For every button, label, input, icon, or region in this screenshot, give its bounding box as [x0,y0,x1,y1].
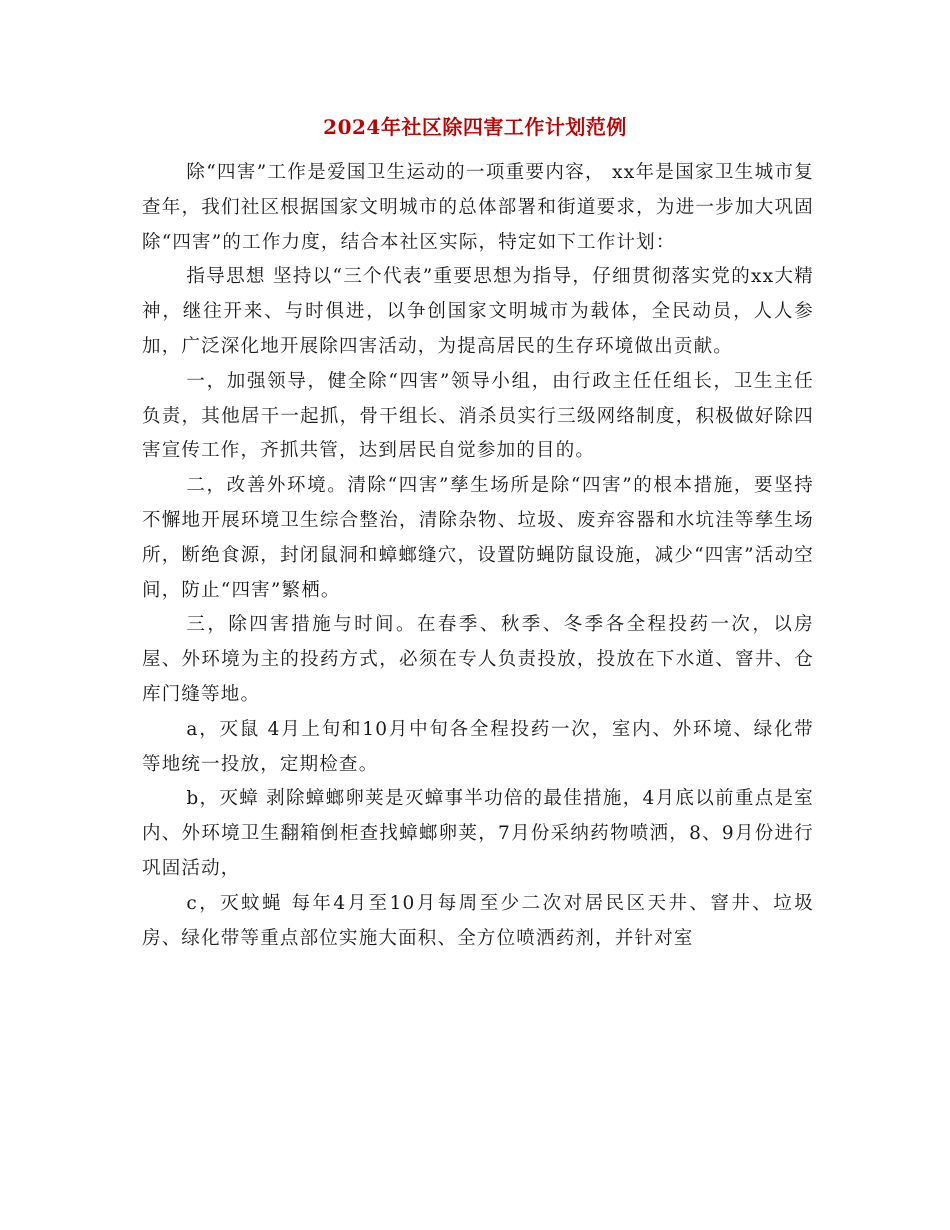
paragraph-mosquitoes-flies: c，灭蚊蝇 每年4月至10月每周至少二次对居民区天井、窨井、垃圾房、绿化带等重点部位实施大面积、全方位喷洒药剂，并针对室 [142,892,814,949]
paragraph-guiding-thought: 指导思想 坚持以“三个代表”重要思想为指导，仔细贯彻落实党的xx大精神，继往开来、与时俱进，以争创国家文明城市为载体，全民动员，人人参加，广泛深化地开展除四害活动，为提高居民的生存环境做出贡献。 [142,266,814,357]
document-body [142,156,814,956]
paragraph-rodents: a，灭鼠 4月上旬和10月中旬各全程投药一次，室内、外环境、绿化带等地统一投放，定期检查。 [142,718,814,775]
paragraph-environment: 二，改善外环境。清除“四害”孳生场所是除“四害”的根本措施，要坚持不懈地开展环境卫生综合整治，清除杂物、垃圾、废弃容器和水坑洼等孳生场所，断绝食源，封闭鼠洞和蟑螂缝穴，设置防蝇防鼠设施，减少“四害”活动空间，防止“四害”繁栖。 [142,475,814,601]
paragraph-leadership: 一，加强领导，健全除“四害”领导小组，由行政主任任组长，卫生主任负责，其他居干一起抓，骨干组长、消杀员实行三级网络制度，积极做好除四害宣传工作，齐抓共管，达到居民自觉参加的目的。 [142,370,814,462]
paragraph-measures: 三，除四害措施与时间。在春季、秋季、冬季各全程投药一次，以房屋、外环境为主的投药方式，必须在专人负责投放，投放在下水道、窨井、仓库门缝等地。 [142,614,814,705]
document-title: 2024年社区除四害工作计划范例 [323,115,627,139]
paragraph-intro: 除“四害”工作是爱国卫生运动的一项重要内容， xx年是国家卫生城市复查年，我们社区根据国家文明城市的总体部署和街道要求，为进一步加大巩固除“四害”的工作力度，结合本社区实际，特定如下工作计划： [142,162,814,253]
paragraph-cockroaches: b，灭蟑 剥除蟑螂卵荚是灭蟑事半功倍的最佳措施，4月底以前重点是室内、外环境卫生翻箱倒柜查找蟑螂卵荚，7月份采纳药物喷洒，8、9月份进行巩固活动， [142,788,814,879]
